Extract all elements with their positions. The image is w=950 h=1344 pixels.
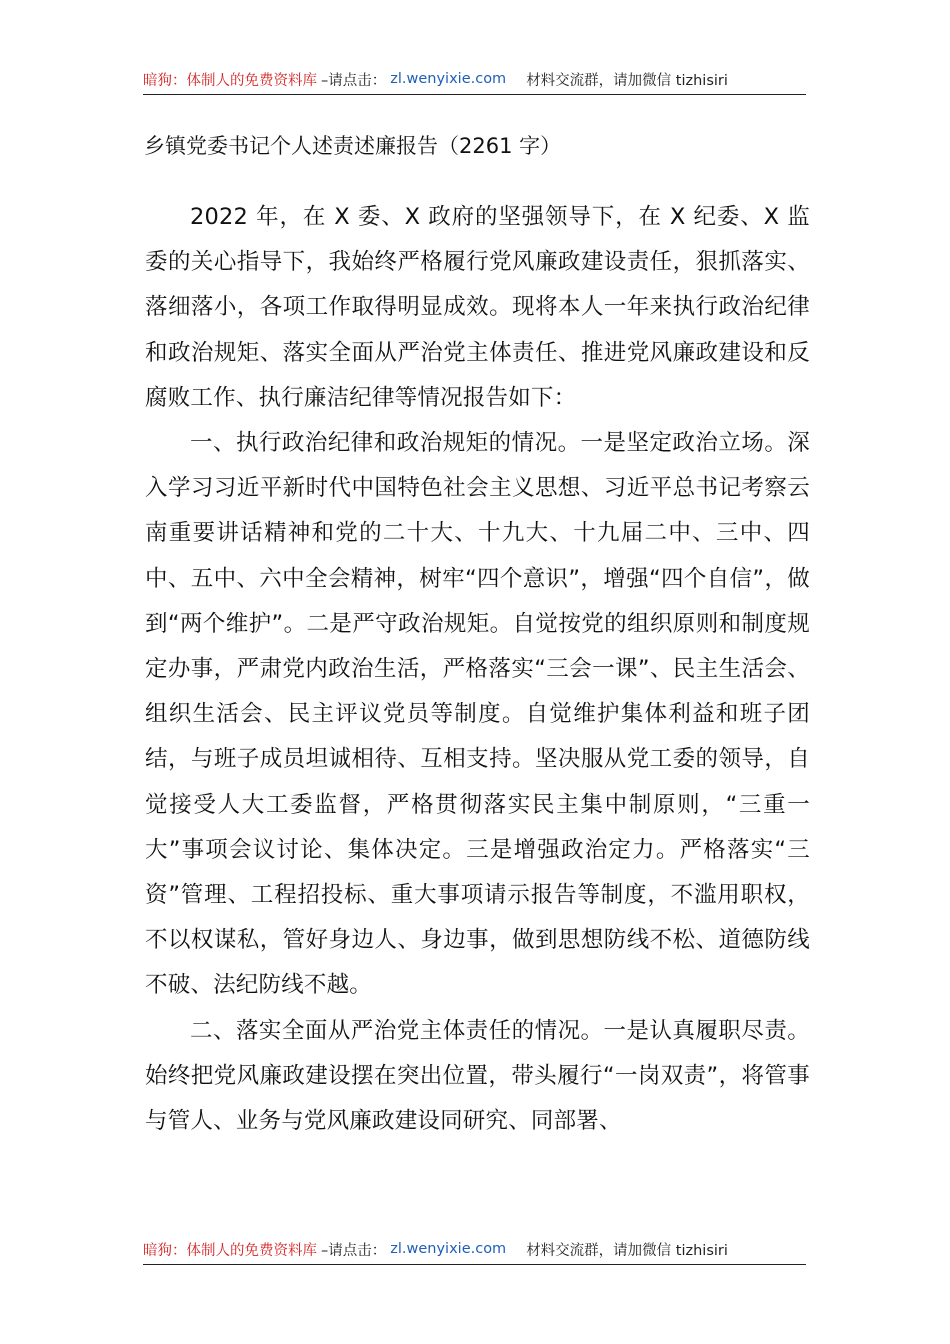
footer-banner	[143, 1234, 806, 1265]
footer-separator: –请点击：	[321, 1242, 387, 1259]
paragraph-section-1: 一、执行政治纪律和政治规矩的情况。一是坚定政治立场。深入学习习近平新时代中国特色社会主义思想、习近平总书记考察云南重要讲话精神和党的二十大、十九大、十九届二中、三中、四中、五中、六中全会精神，树牢“四个意识”，增强“四个自信”，做到“两个维护”。二是严守政治规矩。自觉按党的组织原则和制度规定办事，严肃党内政治生活，严格落实“三会一课”、民主生活会、组织生活会、民主评议党员等制度。自觉维护集体利益和班子团结，与班子成员坦诚相待、互相支持。坚决服从党工委的领导，自觉接受人大工委监督，严格贯彻落实民主集中制原则，“三重一大”事项会议讨论、集体决定。三是增强政治定力。严格落实“三资”管理、工程招投标、重大事项请示报告等制度，不滥用职权，不以权谋私，管好身边人、身边事，做到思想防线不松、道德防线不破、法纪防线不越。	[145, 430, 810, 999]
header-url-link[interactable]: zl.wenyixie.com	[390, 71, 507, 87]
paragraph-section-2: 二、落实全面从严治党主体责任的情况。一是认真履职尽责。始终把党风廉政建设摆在突出位置，带头履行“一岗双责”，将管事与管人、业务与党风廉政建设同研究、同部署、	[145, 1017, 810, 1135]
footer-url-link[interactable]: zl.wenyixie.com	[390, 1241, 507, 1257]
document-title: 乡镇党委书记个人述责述廉报告（2261 字）	[144, 134, 562, 158]
document-body	[145, 195, 810, 1144]
header-brand: 暗狗：体制人的免费资料库	[143, 72, 317, 89]
header-separator: –请点击：	[321, 72, 387, 89]
footer-group-note: 材料交流群，请加微信 tizhisiri	[526, 1242, 728, 1259]
paragraph-intro: 2022 年，在 X 委、X 政府的坚强领导下，在 X 纪委、X 监委的关心指导下，我始终严格履行党风廉政建设责任，狠抓落实、落细落小，各项工作取得明显成效。现将本人一年来执行政治纪律和政治规矩、落实全面从严治党主体责任、推进党风廉政建设和反腐败工作、执行廉洁纪律等情况报告如下：	[145, 204, 810, 411]
header-group-note: 材料交流群，请加微信 tizhisiri	[526, 72, 728, 89]
header-banner	[143, 64, 806, 95]
footer-brand: 暗狗：体制人的免费资料库	[143, 1242, 317, 1259]
